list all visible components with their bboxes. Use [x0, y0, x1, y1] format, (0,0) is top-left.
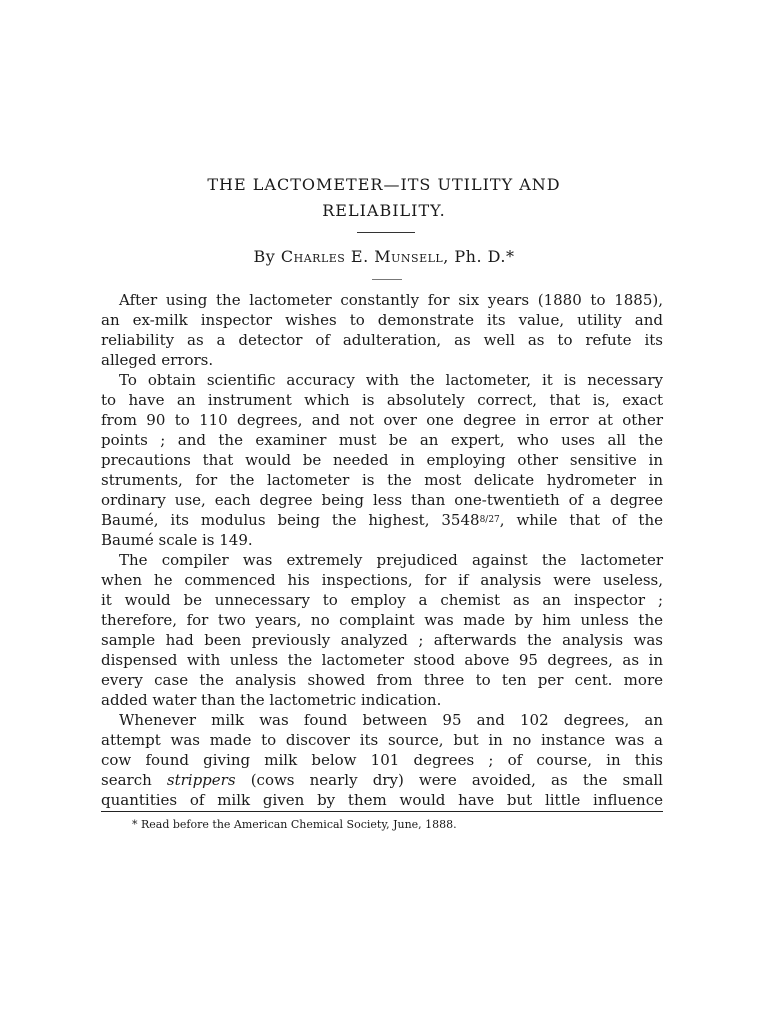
strippers-term: strippers — [166, 771, 236, 789]
body-line: attempt was made to discover its source, but in no instance was a — [101, 731, 663, 749]
body-line: dispensed with unless the lactometer stood above 95 degrees, as in — [101, 651, 663, 669]
body-line: After using the lactometer constantly for six years (1880 to 1885), — [119, 291, 663, 309]
strippers-tail: (cows nearly dry) were avoided, as the small — [250, 771, 663, 789]
body-line: struments, for the lactometer is the most delicate hydrometer in — [101, 471, 663, 489]
byline — [0, 247, 768, 266]
body-line: reliability as a detector of adulteration, as well as to refute its — [101, 331, 663, 349]
body-line: every case the analysis showed from three to ten per cent. more — [101, 671, 663, 689]
footnote: * Read before the American Chemical Society, June, 1888. — [132, 818, 457, 831]
body-line: ordinary use, each degree being less than one-twentieth of a degree — [101, 491, 663, 509]
body-line: precautions that would be needed in employing other sensitive in — [101, 451, 663, 469]
body-line: Whenever milk was found between 95 and 102 degrees, an — [119, 711, 663, 729]
body-line-strippers — [101, 770, 663, 790]
body-line: The compiler was extremely prejudiced against the lactometer — [119, 551, 663, 569]
article-body — [101, 290, 663, 810]
title-separator-rule — [357, 232, 415, 233]
body-line: from 90 to 110 degrees, and not over one degree in error at other — [101, 411, 663, 429]
byline-prefix: By — [253, 247, 276, 266]
body-line: points ; and the examiner must be an expert, who uses all the — [101, 431, 663, 449]
body-line: cow found giving milk below 101 degrees ; of course, in this — [101, 751, 663, 769]
article-title-line-1: THE LACTOMETER—ITS UTILITY AND — [207, 175, 561, 194]
body-line-modulus — [101, 510, 663, 530]
author-name: Charles E. Munsell, — [280, 247, 449, 266]
body-line: Baumé scale is 149. — [101, 531, 253, 549]
article-title-line-2: RELIABILITY. — [322, 201, 446, 220]
footnote-rule — [101, 811, 663, 812]
search-word: search — [101, 771, 152, 789]
body-line: alleged errors. — [101, 351, 214, 369]
body-line: To obtain scientific accuracy with the lactometer, it is necessary — [119, 371, 663, 389]
body-line: when he commenced his inspections, for if analysis were useless, — [101, 571, 663, 589]
body-line: sample had been previously analyzed ; afterwards the analysis was — [101, 631, 663, 649]
body-line: it would be unnecessary to employ a chemist as an inspector ; — [101, 591, 663, 609]
author-degree: Ph. D.* — [454, 247, 515, 266]
modulus-fraction: 8/27 — [479, 515, 500, 525]
body-line: an ex-milk inspector wishes to demonstrate its value, utility and — [101, 311, 663, 329]
body-line: therefore, for two years, no complaint was made by him unless the — [101, 611, 663, 629]
body-line: to have an instrument which is absolutely correct, that is, exact — [101, 391, 663, 409]
modulus-tail: , while that of the — [499, 511, 663, 529]
byline-separator-rule — [372, 279, 402, 280]
body-line: quantities of milk given by them would have but little influence — [101, 791, 663, 809]
body-line: added water than the lactometric indication. — [101, 691, 442, 709]
modulus-text: Baumé, its modulus being the highest, 3548 — [101, 511, 480, 529]
